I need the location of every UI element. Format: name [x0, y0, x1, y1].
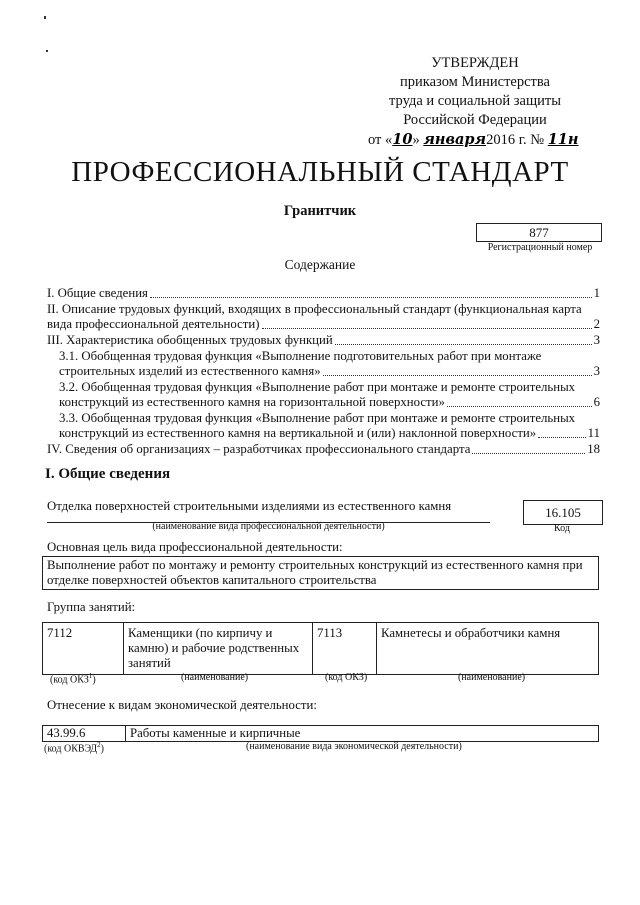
contents-title: Содержание [284, 257, 356, 272]
toc-item[interactable] [47, 411, 600, 441]
caption-text: (код ОКВЭД [44, 743, 98, 755]
document-title: ПРОФЕССИОНАЛЬНЫЙ СТАНДАРТ [71, 156, 569, 188]
activity-name: Отделка поверхностей строительными изделиями из естественного камня [47, 499, 490, 523]
approval-line: Российской Федерации [403, 112, 547, 128]
okz-name-cell: Каменщики (по кирпичу и камню) и рабочие родственных занятий [124, 623, 313, 675]
toc-leader [335, 344, 592, 345]
okz-name-caption: (наименование) [181, 672, 249, 683]
okved-label: Отнесение к видам экономической деятельности: [47, 698, 317, 712]
profession-name: Гранитчик [283, 203, 357, 219]
toc-leader [472, 453, 585, 454]
footnote-marker: 1 [88, 672, 93, 680]
toc-page-number: 2 [593, 317, 600, 331]
approval-line: приказом Министерства [400, 74, 550, 90]
toc-page-number: 3 [593, 333, 600, 347]
toc-page-number: 3 [593, 364, 600, 378]
occupation-group-label: Группа занятий: [47, 600, 136, 614]
table-of-contents [47, 286, 600, 458]
okved-name-caption: (наименование вида экономической деятельности) [246, 741, 462, 752]
handwritten-order-number: 11н [547, 131, 579, 148]
toc-item[interactable] [47, 442, 600, 457]
toc-page-number: 6 [593, 395, 600, 409]
goal-label: Основная цель вида профессиональной деятельности: [47, 540, 343, 554]
toc-item-text: 3.3. Обобщенная трудовая функция «Выполнение работ при монтаже и ремонте строительных [59, 411, 576, 425]
activity-code-caption: Код [554, 523, 570, 534]
toc-leader [447, 406, 592, 407]
okz-code-cell: 7113 [313, 623, 377, 675]
okz-code-cell: 7112 [43, 623, 124, 675]
approval-line: УТВЕРЖДЕН [431, 55, 519, 71]
toc-leader [538, 437, 586, 438]
toc-page-number: 1 [593, 286, 600, 300]
scan-speck [44, 16, 46, 19]
goal-text-box: Выполнение работ по монтажу и ремонту строительных конструкций из естественного камня при отделке поверхностей объектов капитального строительства [42, 556, 599, 590]
okved-code-cell: 43.99.6 [43, 726, 126, 742]
toc-item-text: 3.1. Обобщенная трудовая функция «Выполнение подготовительных работ при монтаже [59, 349, 542, 363]
toc-item-text: II. Описание трудовых функций, входящих в профессиональный стандарт (функциональная карта [47, 302, 582, 316]
toc-item[interactable] [47, 286, 600, 301]
handwritten-month: января [423, 131, 487, 148]
handwritten-day: 10 [392, 131, 413, 148]
toc-item-text: 3.2. Обобщенная трудовая функция «Выполнение работ при монтаже и ремонте строительных [59, 380, 576, 394]
table-row [43, 623, 599, 675]
activity-code-box: 16.105 [523, 500, 603, 525]
toc-leader [323, 375, 592, 376]
okz-code-caption: (код ОКЗ$^1$) [50, 672, 96, 686]
toc-item-text: строительных изделий из естественного камня» [59, 364, 321, 378]
date-mid: » [412, 132, 424, 148]
caption-text: (код ОКЗ [50, 674, 89, 686]
toc-item-text: III. Характеристика обобщенных трудовых функций [47, 333, 333, 347]
toc-item[interactable] [47, 302, 600, 332]
table-row [43, 726, 599, 742]
date-prefix: от « [368, 132, 393, 148]
toc-page-number: 11 [587, 426, 600, 440]
footnote-marker: 2 [97, 741, 101, 749]
approval-date-line [360, 130, 590, 150]
approval-line: труда и социальной защиты [389, 93, 561, 109]
caption-text: (код ОКЗ [325, 672, 364, 683]
okz-name-cell: Камнетесы и обработчики камня [377, 623, 599, 675]
toc-item-text: IV. Сведения об организациях – разработчиках профессионального стандарта [47, 442, 471, 456]
toc-item-text: конструкций из естественного камня на горизонтальной поверхности» [59, 395, 445, 409]
okz-code-caption: (код ОКЗ) [325, 672, 368, 683]
toc-leader [262, 328, 592, 329]
approval-block [360, 54, 590, 150]
toc-item-text: вида профессиональной деятельности) [47, 317, 260, 331]
activity-name-caption: (наименование вида профессиональной деятельности) [152, 521, 385, 532]
toc-item[interactable] [47, 349, 600, 379]
okved-table [42, 725, 599, 742]
okved-code-caption: (код ОКВЭД$^2$) [44, 741, 104, 755]
toc-item-text: конструкций из естественного камня на вертикальной и (или) наклонной поверхности» [59, 426, 537, 440]
toc-leader [150, 297, 592, 298]
okved-name-cell: Работы каменные и кирпичные [126, 726, 599, 742]
toc-item-text: I. Общие сведения [47, 286, 148, 300]
registration-number-label: Регистрационный номер [487, 242, 593, 253]
section-heading: I. Общие сведения [45, 466, 171, 482]
toc-item[interactable] [47, 333, 600, 348]
registration-number-box: 877 [476, 223, 602, 242]
scan-speck [46, 50, 48, 52]
date-year: 2016 г. № [486, 132, 548, 148]
toc-page-number: 18 [587, 442, 600, 456]
toc-item[interactable] [47, 380, 600, 410]
okz-name-caption: (наименование) [458, 672, 526, 683]
occupation-group-table [42, 622, 599, 675]
